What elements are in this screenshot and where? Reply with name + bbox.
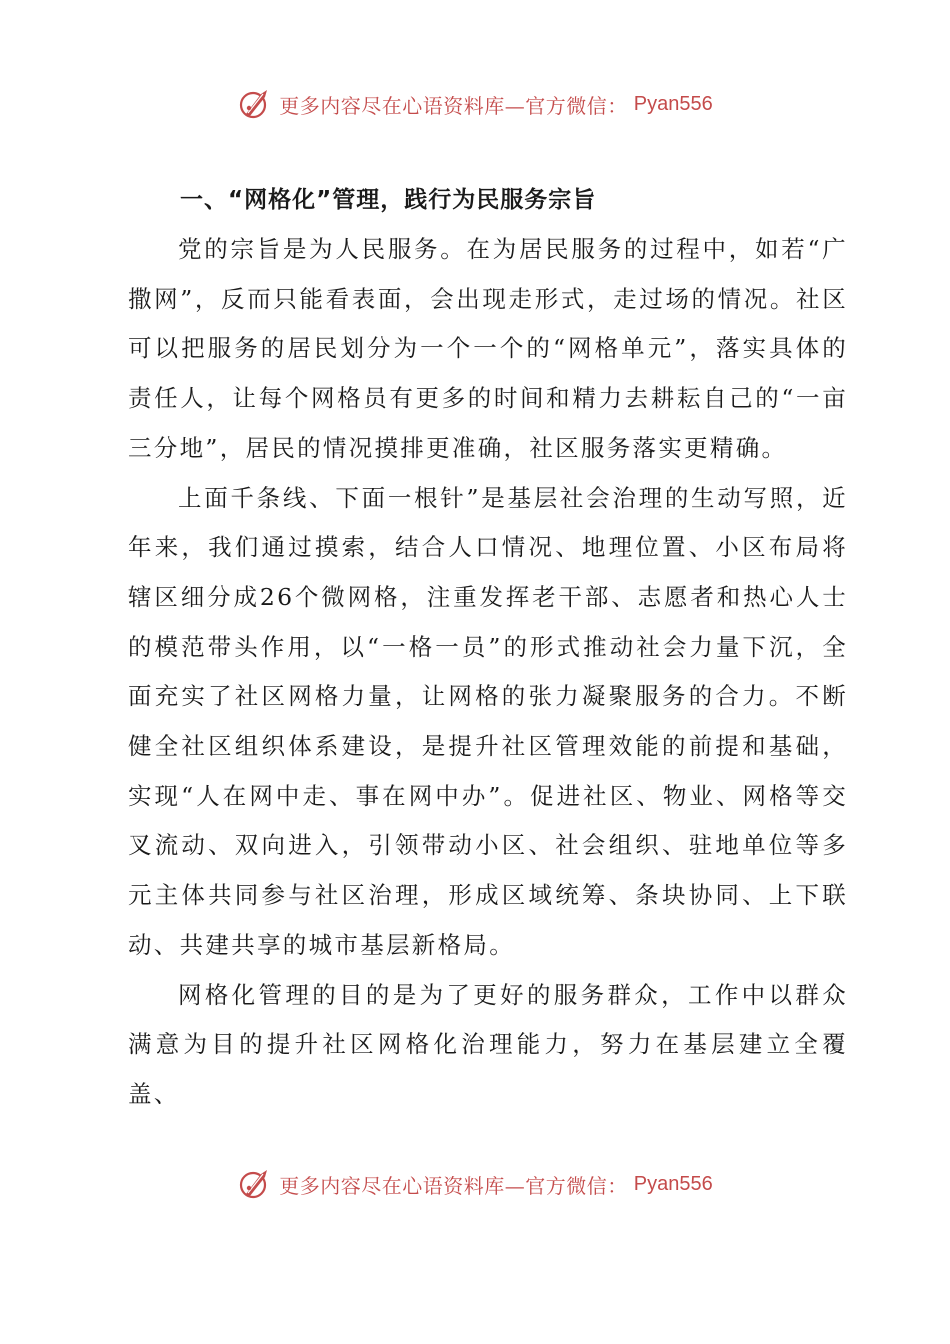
footer-banner-text: 更多内容尽在心语资料库—官方微信： xyxy=(279,1173,628,1198)
paragraph-1: 党的宗旨是为人民服务。在为居民服务的过程中，如若“广撒网”，反而只能看表面，会出现走形式，走过场的情况。社区可以把服务的居民划分为一个一个的“网格单元”，落实具体的责任人，让每个网格员有更多的时间和精力去耕耘自己的“一亩三分地”，居民的情况摸排更准确，社区服务落实更精确。 xyxy=(128,235,848,462)
header-banner-text: 更多内容尽在心语资料库—官方微信： xyxy=(279,93,628,118)
header-banner-inner xyxy=(237,86,712,122)
paragraph-2: 上面千条线、下面一根针”是基层社会治理的生动写照，近年来，我们通过摸索，结合人口情况、地理位置、小区布局将辖区细分成26个微网格，注重发挥老干部、志愿者和热心人士的模范带头作用，以“一格一员”的形式推动社会力量下沉，全面充实了社区网格力量，让网格的张力凝聚服务的合力。不断健全社区组织体系建设，是提升社区管理效能的前提和基础，实现“人在网中走、事在网中办”。促进社区、物业、网格等交叉流动、双向进入，引领带动小区、社会组织、驻地单位等多元主体共同参与社区治理，形成区域统筹、条块协同、上下联动、共建共享的城市基层新格局。 xyxy=(128,483,848,959)
header-banner xyxy=(0,84,950,124)
pen-nib-circle-icon xyxy=(237,86,273,122)
footer-banner-wechat-id: Pyan556 xyxy=(633,1172,713,1195)
footer-banner xyxy=(0,1164,950,1204)
document-body xyxy=(128,180,848,1120)
pen-nib-circle-icon xyxy=(237,1166,273,1202)
section-heading: 一、“网格化”管理，践行为民服务宗旨 xyxy=(180,187,597,213)
footer-banner-inner xyxy=(237,1166,712,1202)
header-banner-wechat-id: Pyan556 xyxy=(633,92,713,115)
paragraph-3: 网格化管理的目的是为了更好的服务群众，工作中以群众满意为目的提升社区网格化治理能力，努力在基层建立全覆盖、 xyxy=(128,980,848,1108)
